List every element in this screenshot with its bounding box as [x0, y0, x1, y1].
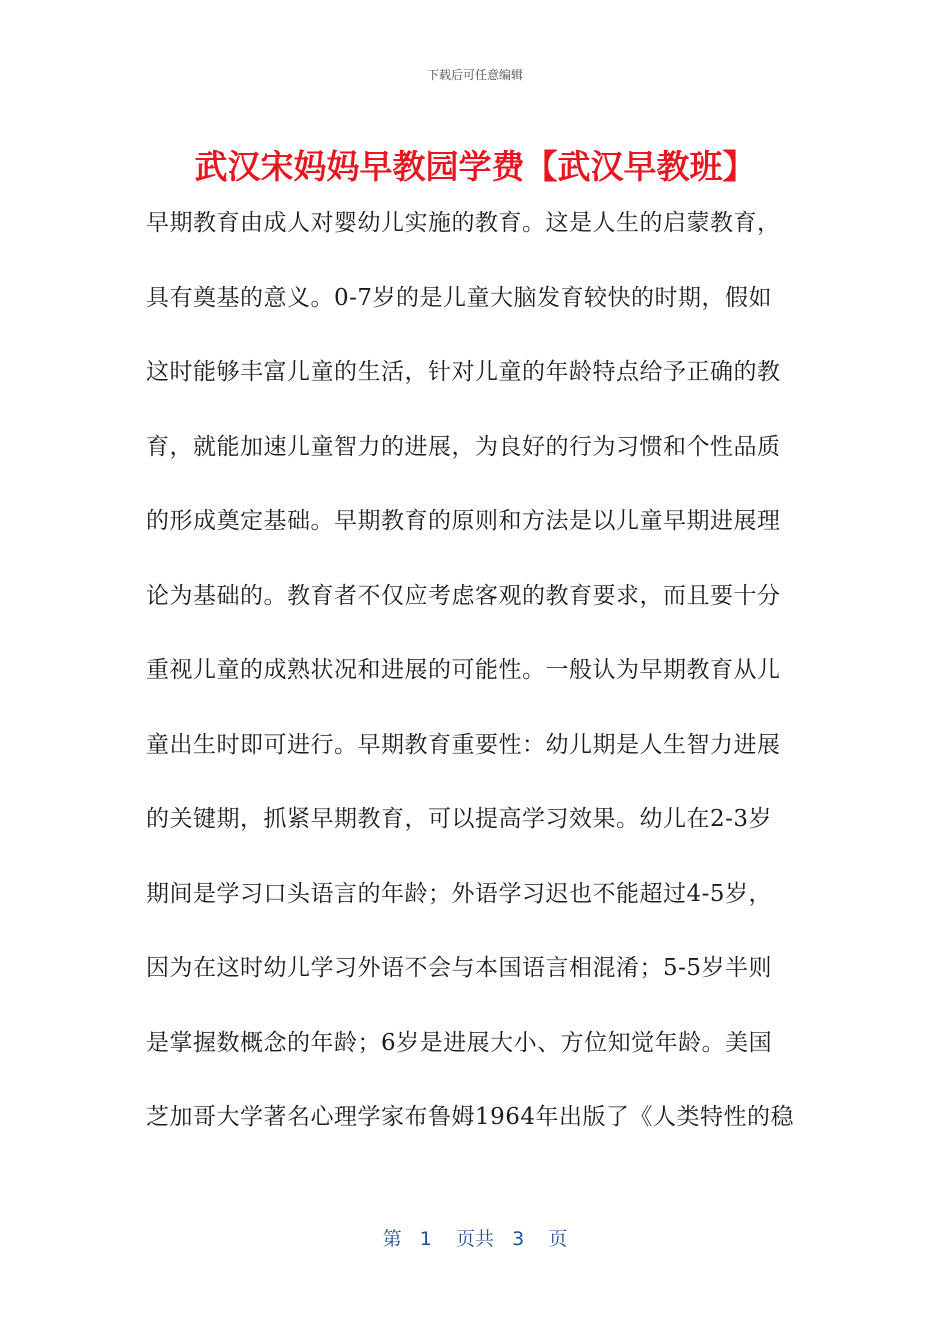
- total-pages-number: 3: [512, 1228, 525, 1250]
- body-line: 早期教育由成人对婴幼儿实施的教育。这是人生的启蒙教育，: [146, 210, 781, 236]
- body-line: 芝加哥大学著名心理学家布鲁姆1964年出版了《人类特性的稳: [146, 1104, 795, 1130]
- document-title: 武汉宋妈妈早教园学费【武汉早教班】: [194, 147, 756, 186]
- footer-suffix: 页: [548, 1228, 568, 1250]
- body-line: 这时能够丰富儿童的生活，针对儿童的年龄特点给予正确的教: [146, 359, 781, 385]
- body-line: 因为在这时幼儿学习外语不会与本国语言相混淆；5-5岁半则: [146, 955, 773, 981]
- footer-middle: 页共: [455, 1228, 494, 1250]
- body-line: 育，就能加速儿童智力的进展，为良好的行为习惯和个性品质: [146, 433, 781, 460]
- footer-prefix: 第: [382, 1228, 402, 1250]
- body-line: 是掌握数概念的年龄；6岁是进展大小、方位知觉年龄。美国: [146, 1029, 773, 1056]
- page-footer: [0, 1224, 950, 1251]
- body-line: 具有奠基的意义。0-7岁的是儿童大脑发育较快的时期，假如: [146, 284, 773, 311]
- body-line: 重视儿童的成熟状况和进展的可能性。一般认为早期教育从儿: [146, 657, 781, 683]
- download-note: 下载后可任意编辑: [426, 68, 523, 82]
- body-text: [146, 186, 796, 1155]
- body-line: 论为基础的。教育者不仅应考虑客观的教育要求，而且要十分: [146, 582, 781, 609]
- body-line: 的形成奠定基础。早期教育的原则和方法是以儿童早期进展理: [146, 508, 781, 534]
- body-line: 的关键期，抓紧早期教育，可以提高学习效果。幼儿在2-3岁: [146, 806, 773, 832]
- body-line: 期间是学习口头语言的年龄；外语学习迟也不能超过4-5岁，: [146, 880, 773, 907]
- body-line: 童出生时即可进行。早期教育重要性：幼儿期是人生智力进展: [146, 731, 781, 758]
- current-page-number: 1: [419, 1228, 432, 1250]
